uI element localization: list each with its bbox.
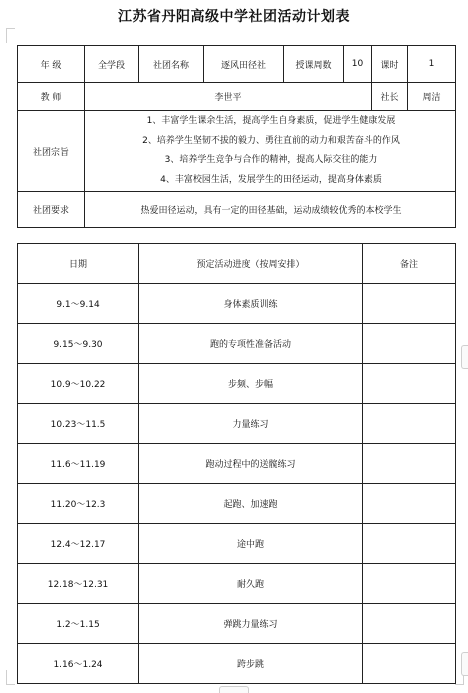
header-activity: 预定活动进度（按周安排） (139, 244, 363, 284)
row-date: 10.23～11.5 (18, 404, 139, 444)
row-note (363, 364, 456, 404)
row-date: 1.16～1.24 (18, 644, 139, 684)
row-activity: 跨步跳 (139, 644, 363, 684)
document-title: 江苏省丹阳高级中学社团活动计划表 (118, 9, 350, 25)
leader-label: 社长 (372, 83, 408, 111)
aim-item: 3、培养学生竞争与合作的精神，提高人际交往的能力 (164, 155, 378, 165)
club-name-label: 社团名称 (139, 46, 204, 83)
table-row (18, 564, 456, 604)
weeks-label: 授课周数 (284, 46, 344, 83)
header-date: 日期 (18, 244, 139, 284)
aim-label: 社团宗旨 (18, 111, 85, 192)
club-info-table (17, 45, 456, 228)
weeks-value: 10 (344, 46, 372, 83)
row-date: 12.4～12.17 (18, 524, 139, 564)
hours-label: 课时 (372, 46, 408, 83)
aim-list (85, 111, 456, 192)
activity-plan-table (17, 243, 456, 684)
leader-value: 周洁 (408, 83, 456, 111)
aim-item: 2、培养学生坚韧不拔的毅力、勇往直前的动力和艰苦奋斗的作风 (142, 135, 400, 146)
page-corner-bottom-left (6, 670, 15, 685)
page-corner-top-left (6, 28, 15, 43)
table-row (18, 524, 456, 564)
row-note (363, 444, 456, 484)
grade-label: 年 级 (18, 46, 85, 83)
row-note (363, 324, 456, 364)
row-date: 9.15～9.30 (18, 324, 139, 364)
row-date: 11.6～11.19 (18, 444, 139, 484)
row-date: 1.2～1.15 (18, 604, 139, 644)
table-row (18, 444, 456, 484)
table-row (18, 284, 456, 324)
info-row-requirements (18, 192, 456, 228)
row-note (363, 524, 456, 564)
row-activity: 弹跳力量练习 (139, 604, 363, 644)
resize-handle-bottom[interactable] (219, 686, 249, 693)
row-note (363, 564, 456, 604)
row-date: 11.20～12.3 (18, 484, 139, 524)
row-activity: 耐久跑 (139, 564, 363, 604)
row-note (363, 604, 456, 644)
teacher-value: 李世平 (85, 83, 372, 111)
requirements-value: 热爱田径运动，具有一定的田径基础，运动成绩较优秀的本校学生 (85, 192, 456, 228)
info-row-teacher (18, 83, 456, 111)
info-row-aims (18, 111, 456, 192)
club-name-value: 逐风田径社 (204, 46, 284, 83)
row-date: 10.9～10.22 (18, 364, 139, 404)
row-note (363, 484, 456, 524)
table-row (18, 484, 456, 524)
row-activity: 跑的专项性准备活动 (139, 324, 363, 364)
row-activity: 力量练习 (139, 404, 363, 444)
table-row (18, 644, 456, 684)
row-activity: 步频、步幅 (139, 364, 363, 404)
teacher-label: 教 师 (18, 83, 85, 111)
resize-handle-right-lower[interactable] (461, 652, 468, 676)
hours-value: 1 (408, 46, 456, 83)
row-activity: 身体素质训练 (139, 284, 363, 324)
table-row (18, 324, 456, 364)
info-row-basic (18, 46, 456, 83)
aim-item: 1、丰富学生课余生活，提高学生自身素质，促进学生健康发展 (146, 116, 396, 126)
requirements-label: 社团要求 (18, 192, 85, 228)
row-activity: 途中跑 (139, 524, 363, 564)
row-date: 9.1～9.14 (18, 284, 139, 324)
row-activity: 起跑、加速跑 (139, 484, 363, 524)
row-note (363, 404, 456, 444)
header-note: 备注 (363, 244, 456, 284)
row-activity: 跑动过程中的送髋练习 (139, 444, 363, 484)
plan-header-row (18, 244, 456, 284)
row-note (363, 644, 456, 684)
aim-item: 4、丰富校园生活，发展学生的田径运动，提高身体素质 (160, 174, 382, 185)
row-date: 12.18～12.31 (18, 564, 139, 604)
table-row (18, 604, 456, 644)
table-row (18, 404, 456, 444)
grade-value: 全学段 (85, 46, 139, 83)
row-note (363, 284, 456, 324)
resize-handle-right[interactable] (461, 345, 468, 369)
table-row (18, 364, 456, 404)
